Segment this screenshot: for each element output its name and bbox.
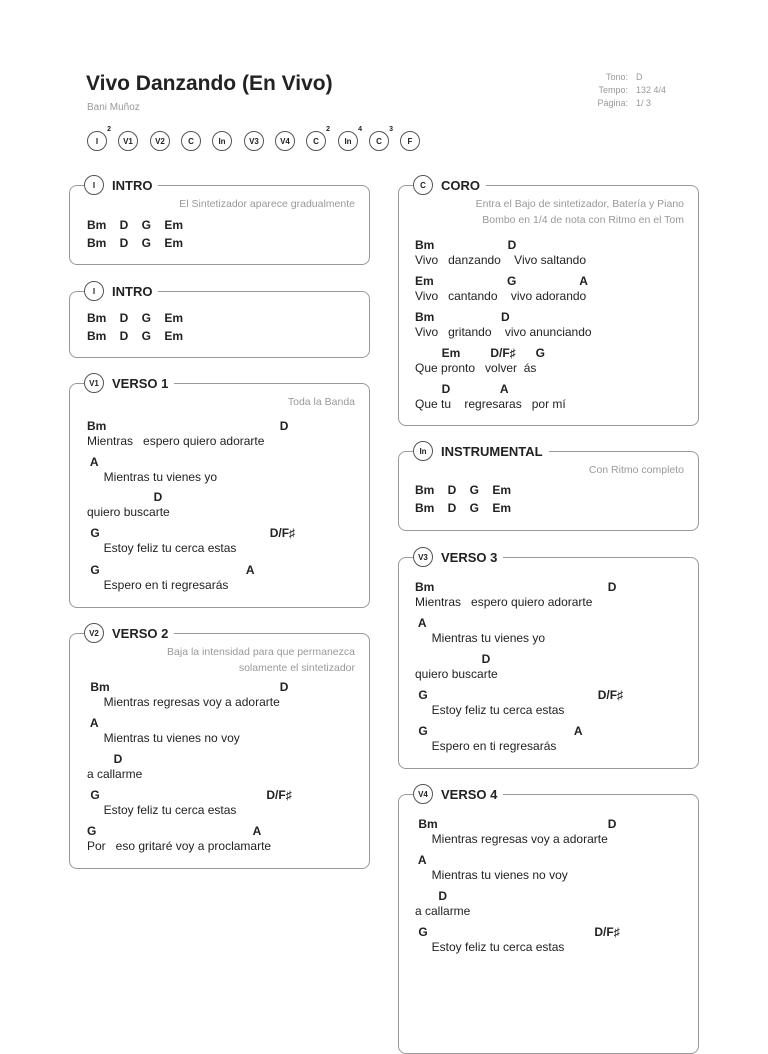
lyric-line: Estoy feliz tu cerca estas — [415, 703, 565, 717]
key-value: D — [636, 72, 643, 82]
lyric-line: Vivo cantando vivo adorando — [415, 289, 587, 303]
section-title: INTRO — [112, 177, 153, 193]
section-verso-2 — [69, 625, 370, 869]
chord-line: Bm D — [415, 580, 617, 594]
lyric-line: Que tu regresaras por mí — [415, 397, 566, 411]
chord-line: Bm D G Em — [87, 236, 184, 250]
nav-label: F — [407, 136, 413, 146]
lyric-line: Que pronto volver ás — [415, 361, 537, 375]
section-title: CORO — [441, 177, 480, 193]
chord-line: D — [415, 652, 491, 666]
section-header — [413, 784, 503, 804]
nav-coro-2[interactable] — [306, 126, 330, 151]
nav-label: V3 — [249, 136, 259, 146]
section-note: Con Ritmo completo — [588, 464, 684, 476]
chord-line: Bm D — [87, 419, 289, 433]
nav-coro-3[interactable] — [369, 126, 393, 151]
chord-line: G A — [87, 824, 262, 838]
nav-instrumental-2[interactable] — [338, 126, 362, 151]
lyric-line: Mientras espero quiero adorarte — [415, 595, 593, 609]
chord-line: A — [415, 616, 427, 630]
tempo-value: 132 4/4 — [636, 85, 667, 95]
section-header — [413, 175, 486, 195]
nav-label: In — [218, 136, 226, 146]
section-title: VERSO 1 — [112, 375, 169, 391]
section-badge[interactable]: V1 — [84, 373, 104, 393]
chord-line: Bm D — [87, 680, 289, 694]
page-label: Página: — [597, 98, 628, 108]
nav-final[interactable] — [400, 131, 420, 151]
chord-line: Bm D G Em — [87, 311, 184, 325]
nav-label: I — [95, 136, 99, 146]
section-badge[interactable]: V2 — [84, 623, 104, 643]
nav-repeat-count: 3 — [389, 126, 393, 133]
lyric-line: Vivo gritando vivo anunciando — [415, 325, 592, 339]
meta-labels — [580, 71, 628, 110]
section-intro-2 — [69, 283, 370, 358]
section-badge[interactable]: V3 — [413, 547, 433, 567]
section-verso-1 — [69, 375, 370, 608]
section-title: VERSO 3 — [441, 549, 498, 565]
nav-label: C — [188, 136, 194, 146]
section-badge[interactable]: In — [413, 441, 433, 461]
lyric-line: Vivo danzando Vivo saltando — [415, 253, 587, 267]
nav-label: V1 — [123, 136, 133, 146]
lyric-line: Estoy feliz tu cerca estas — [415, 940, 565, 954]
lyric-line: Mientras regresas voy a adorarte — [87, 695, 280, 709]
chord-line: G A — [415, 724, 583, 738]
nav-label: C — [313, 136, 319, 146]
key-label: Tono: — [605, 72, 628, 82]
chord-line: G D/F♯ — [87, 526, 296, 540]
lyric-line: Mientras tu vienes yo — [415, 631, 546, 645]
chord-line: Em D/F♯ G — [415, 346, 546, 360]
lyric-line: Espero en ti regresarás — [415, 739, 557, 753]
nav-label: C — [376, 136, 382, 146]
chord-line: Bm D — [415, 310, 510, 324]
section-badge[interactable]: I — [84, 175, 104, 195]
section-verso-3 — [398, 549, 699, 769]
lyric-line: quiero buscarte — [87, 505, 170, 519]
section-title: INTRO — [112, 283, 153, 299]
chord-line: A — [415, 853, 427, 867]
song-artist: Bani Muñoz — [87, 102, 140, 113]
section-title: VERSO 2 — [112, 625, 169, 641]
chord-line: D — [87, 752, 123, 766]
nav-coro[interactable] — [181, 131, 201, 151]
lyric-line: Mientras espero quiero adorarte — [87, 434, 265, 448]
song-title: Vivo Danzando (En Vivo) — [86, 72, 333, 95]
nav-verso2[interactable] — [150, 131, 170, 151]
section-title: INSTRUMENTAL — [441, 443, 543, 459]
nav-repeat-count: 2 — [326, 126, 330, 133]
section-note: Toda la Banda — [287, 396, 355, 408]
section-title: VERSO 4 — [441, 786, 498, 802]
lyric-line: Estoy feliz tu cerca estas — [87, 803, 237, 817]
section-coro — [398, 177, 699, 426]
section-header — [84, 623, 174, 643]
lyric-line: quiero buscarte — [415, 667, 498, 681]
nav-repeat-count: 4 — [358, 126, 362, 133]
chord-line: D — [415, 889, 448, 903]
chord-line: A — [87, 455, 99, 469]
chord-line: G D/F♯ — [87, 788, 292, 802]
section-instrumental — [398, 443, 699, 531]
meta-values — [636, 71, 696, 110]
nav-repeat-count: 2 — [107, 126, 111, 133]
chord-line: Bm D G Em — [87, 329, 184, 343]
chord-line: Em G A — [415, 274, 588, 288]
section-badge[interactable]: V4 — [413, 784, 433, 804]
section-header — [84, 373, 174, 393]
lyric-line: Espero en ti regresarás — [87, 578, 229, 592]
chord-line: D A — [415, 382, 509, 396]
lyric-line: a callarme — [87, 767, 143, 781]
tempo-label: Tempo: — [598, 85, 628, 95]
section-header — [84, 281, 158, 301]
section-intro — [69, 177, 370, 265]
chord-line: Bm D — [415, 238, 517, 252]
section-header — [413, 547, 503, 567]
section-badge[interactable]: C — [413, 175, 433, 195]
nav-label: V2 — [155, 136, 165, 146]
chord-line: G D/F♯ — [415, 925, 620, 939]
nav-label: V4 — [280, 136, 290, 146]
lyric-line: a callarme — [415, 904, 471, 918]
lyric-line: Mientras regresas voy a adorarte — [415, 832, 608, 846]
chord-line: A — [87, 716, 99, 730]
chord-line: D — [87, 490, 163, 504]
section-badge[interactable]: I — [84, 281, 104, 301]
nav-label: In — [344, 136, 352, 146]
chord-line: Bm D G Em — [415, 501, 512, 515]
nav-verso4[interactable] — [275, 131, 295, 151]
lyric-line: Estoy feliz tu cerca estas — [87, 541, 237, 555]
section-note: El Sintetizador aparece gradualmente — [179, 198, 355, 210]
nav-instrumental[interactable] — [212, 131, 232, 151]
section-header — [84, 175, 158, 195]
chord-line: Bm D G Em — [415, 483, 512, 497]
lyric-line: Mientras tu vienes yo — [87, 470, 218, 484]
chord-line: Bm D — [415, 817, 617, 831]
section-note: Baja la intensidad para que permanezca solamente el sintetizador — [167, 646, 355, 674]
chord-line: G D/F♯ — [415, 688, 624, 702]
page-value: 1/ 3 — [636, 98, 652, 108]
nav-verso3[interactable] — [244, 131, 264, 151]
chord-line: G A — [87, 563, 255, 577]
lyric-line: Por eso gritaré voy a proclamarte — [87, 839, 272, 853]
lyric-line: Mientras tu vienes no voy — [87, 731, 240, 745]
section-header — [413, 441, 549, 461]
chord-line: Bm D G Em — [87, 218, 184, 232]
nav-intro[interactable] — [87, 126, 111, 151]
section-verso-4 — [398, 786, 699, 1054]
lyric-line: Mientras tu vienes no voy — [415, 868, 568, 882]
section-note: Entra el Bajo de sintetizador, Batería y Piano Bombo en 1/4 de nota con Ritmo en el Tom — [475, 198, 684, 226]
nav-verso1[interactable] — [118, 131, 138, 151]
